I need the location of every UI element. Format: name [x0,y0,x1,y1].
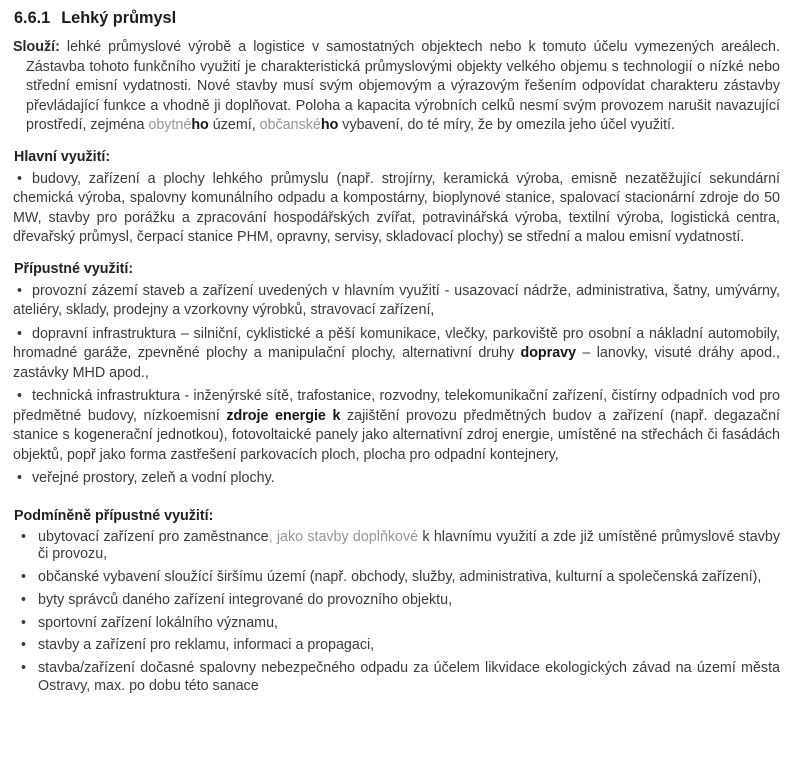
conditional-use-item-text: občanské vybavení sloužící širšímu území (např. obchody, služby, administrativa, kulturní a společenská zařízení), [38,569,762,586]
bullet-icon: • [17,282,23,299]
conditional-use-item-revised-text: , jako stavby doplňkové [268,528,423,545]
conditional-use-item [13,615,780,633]
intro-text: vybavení, do té míry, že by omezila jeho účel využití. [338,117,675,133]
conditional-use-item [13,660,780,696]
permitted-use-item-emphasis: dopravy [520,345,577,361]
permitted-use-item-text: dopravní infrastruktura – silniční, cyklistické a pěší komunikace, vlečky, parkoviště pro osobní a nákladní automobily, hromadné garáže, zpevněné plochy a manipulační plochy, alternativní druhy [13,325,780,361]
intro-inserted-text: ho [320,117,339,133]
permitted-use-item [13,325,780,384]
section-heading [14,8,780,29]
section-title: Lehký průmysl [61,9,177,27]
conditional-use-item [13,637,780,655]
heading-conditional-use: Podmíněně přípustné využití: [14,507,214,524]
bullet-icon: • [17,325,23,342]
permitted-use-item-emphasis: zdroje energie k [226,407,341,424]
conditional-use-item-text: k hlavnímu využití a zde již umístěné průmyslové stavby či provozu, [38,528,780,563]
conditional-use-item [13,529,780,565]
permitted-use-item [13,469,780,489]
permitted-use-item-text: provozní zázemí staveb a zařízení uvedených v hlavním využití - usazovací nádrže, administrativa, šatny, umývárny, ateliéry, sklady, prodejny a vzorkovny výrobků, stravovací zařízení, [13,282,780,318]
intro-text: lehké průmyslové výrobě a logistice v samostatných objektech nebo k tomuto účelu vymezených areálech. Zástavba tohoto funkčního využití je charakteristická průmyslovými objekty velkého objemu s technologií o nízké nebo střední emisní vydatnosti. Nové stavby musí svým objemovým a výrazovým řešením odpovídat charakteru zástavby převládající funkce a vhodně ji doplňovat. Poloha a kapacita výrobních celků nesmí svým provozem narušit navazující prostředí, zejména [26,39,780,133]
bullet-icon: • [21,591,27,608]
intro-text: území, [208,117,260,133]
permitted-use-item [13,387,780,465]
conditional-use-item-text: stavby a zařízení pro reklamu, informaci a propagaci, [38,637,375,654]
intro-revised-text: obytné [148,117,192,133]
bullet-icon: • [17,388,23,404]
permitted-use-item-text: zajištění provozu předmětných budov a zařízení (např. degazační stanice s kogenerační jednotkou), fotovoltaické panely jako alternativní zdroj energie, umístěné na střechách či fasádách objektů, popř jako forma zastřešení parkovacích ploch, plocha pro odpadní kontejnery, [13,407,780,463]
bullet-icon: • [21,569,27,586]
bullet-icon: • [17,170,23,187]
section-number: 6.6.1 [14,9,51,27]
bullet-icon: • [21,528,27,545]
permitted-use-item-text: technická infrastruktura - inženýrské sítě, trafostanice, rozvodny, telekomunikační zařízení, čistírny odpadních vod pro předmětné budovy, nízkoemisní [13,388,780,424]
conditional-use-item-text: ubytovací zařízení pro zaměstnance [38,528,269,545]
bullet-icon: • [17,470,23,486]
bullet-icon: • [21,660,27,677]
intro-inserted-text: ho [191,117,209,133]
bullet-icon: • [21,637,27,654]
main-use-item [13,170,780,248]
bullet-icon: • [21,614,27,631]
conditional-use-list [13,529,780,696]
conditional-use-item-text: stavba/zařízení dočasné spalovny nebezpečného odpadu za účelem likvidace ekologických závad na území města Ostravy, max. po dobu této sanace [38,660,780,695]
conditional-use-item-text: sportovní zařízení lokálního významu, [38,614,278,631]
intro-label: Slouží: [13,39,60,55]
intro-paragraph [13,38,780,136]
heading-permitted-use: Přípustné využití: [14,260,134,277]
intro-revised-text: občanské [259,117,321,133]
conditional-use-item [13,592,780,610]
conditional-use-item [13,569,780,587]
main-use-item-text: budovy, zařízení a plochy lehkého průmyslu (např. strojírny, keramická výroba, emisně nezatěžující sekundární chemická výroba, spalovny komunálního odpadu a kompostárny, bioplynové stanice, spalovací stacionární zdroje do 50 MW, stavby pro porážku a zpracování hospodářských zvířat, potravinářská výroba, textilní výroba, logistická centra, dřevařský průmysl, čerpací stanice PHM, opravny, servisy, skladovací plochy) se střední a malou emisní vydatností. [13,170,780,245]
conditional-use-item-text: byty správců daného zařízení integrované do provozního objektu, [38,591,453,608]
permitted-use-item-text: veřejné prostory, zeleň a vodní plochy. [32,470,275,486]
permitted-use-item-text: – lanovky, visuté dráhy apod., zastávky MHD apod., [13,345,781,381]
permitted-use-item [13,282,780,321]
heading-main-use: Hlavní využití: [14,148,111,165]
